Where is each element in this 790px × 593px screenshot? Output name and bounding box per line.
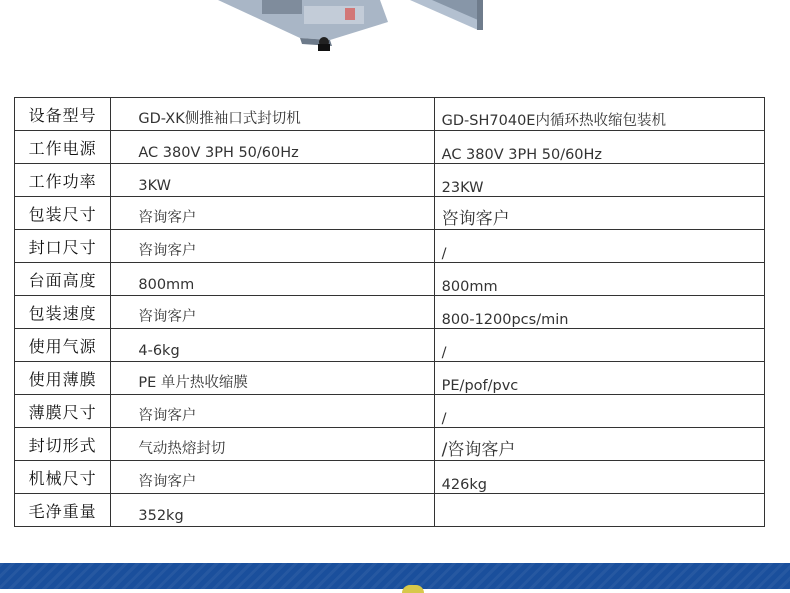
model-a-value: PE 单片热收缩膜 [111, 362, 434, 395]
machine-photo [0, 0, 790, 70]
model-b-value: 426kg [434, 461, 764, 494]
row-label: 毛净重量 [15, 494, 111, 527]
model-b-value: / [434, 329, 764, 362]
model-a-value: 352kg [111, 494, 434, 527]
model-b-value: / [434, 395, 764, 428]
model-a-value: 咨询客户 [111, 395, 434, 428]
model-a-value: 咨询客户 [111, 197, 434, 230]
table-row [15, 494, 765, 527]
table-row [15, 296, 765, 329]
model-b-value: PE/pof/pvc [434, 362, 764, 395]
row-label: 工作功率 [15, 164, 111, 197]
table-row [15, 164, 765, 197]
table-row [15, 263, 765, 296]
logo-icon [402, 585, 424, 593]
model-a-value: GD-XK侧推袖口式封切机 [111, 98, 434, 131]
row-label: 封口尺寸 [15, 230, 111, 263]
table-row [15, 329, 765, 362]
table-row [15, 395, 765, 428]
table-row [15, 131, 765, 164]
model-b-value: 咨询客户 [434, 197, 764, 230]
model-a-value: 气动热熔封切 [111, 428, 434, 461]
table-row [15, 461, 765, 494]
model-b-value: 800-1200pcs/min [434, 296, 764, 329]
model-b-value: /咨询客户 [434, 428, 764, 461]
row-label: 使用薄膜 [15, 362, 111, 395]
table-row [15, 197, 765, 230]
row-label: 机械尺寸 [15, 461, 111, 494]
table-row [15, 428, 765, 461]
banner-pattern [0, 563, 790, 589]
row-label: 台面高度 [15, 263, 111, 296]
model-b-value: 800mm [434, 263, 764, 296]
table-row [15, 362, 765, 395]
model-a-value: 咨询客户 [111, 230, 434, 263]
model-a-value: 3KW [111, 164, 434, 197]
spec-table [14, 97, 765, 527]
model-a-value: AC 380V 3PH 50/60Hz [111, 131, 434, 164]
table-row [15, 98, 765, 131]
model-a-value: 咨询客户 [111, 461, 434, 494]
row-label: 薄膜尺寸 [15, 395, 111, 428]
model-a-value: 800mm [111, 263, 434, 296]
model-a-value: 4-6kg [111, 329, 434, 362]
model-a-value: 咨询客户 [111, 296, 434, 329]
row-label: 使用气源 [15, 329, 111, 362]
footer-banner [0, 563, 790, 589]
model-b-value: 23KW [434, 164, 764, 197]
row-label: 设备型号 [15, 98, 111, 131]
model-b-value: AC 380V 3PH 50/60Hz [434, 131, 764, 164]
row-label: 包装速度 [15, 296, 111, 329]
model-b-value [434, 494, 764, 527]
row-label: 包装尺寸 [15, 197, 111, 230]
model-b-value: GD-SH7040E内循环热收缩包装机 [434, 98, 764, 131]
row-label: 工作电源 [15, 131, 111, 164]
model-b-value: / [434, 230, 764, 263]
table-row [15, 230, 765, 263]
row-label: 封切形式 [15, 428, 111, 461]
